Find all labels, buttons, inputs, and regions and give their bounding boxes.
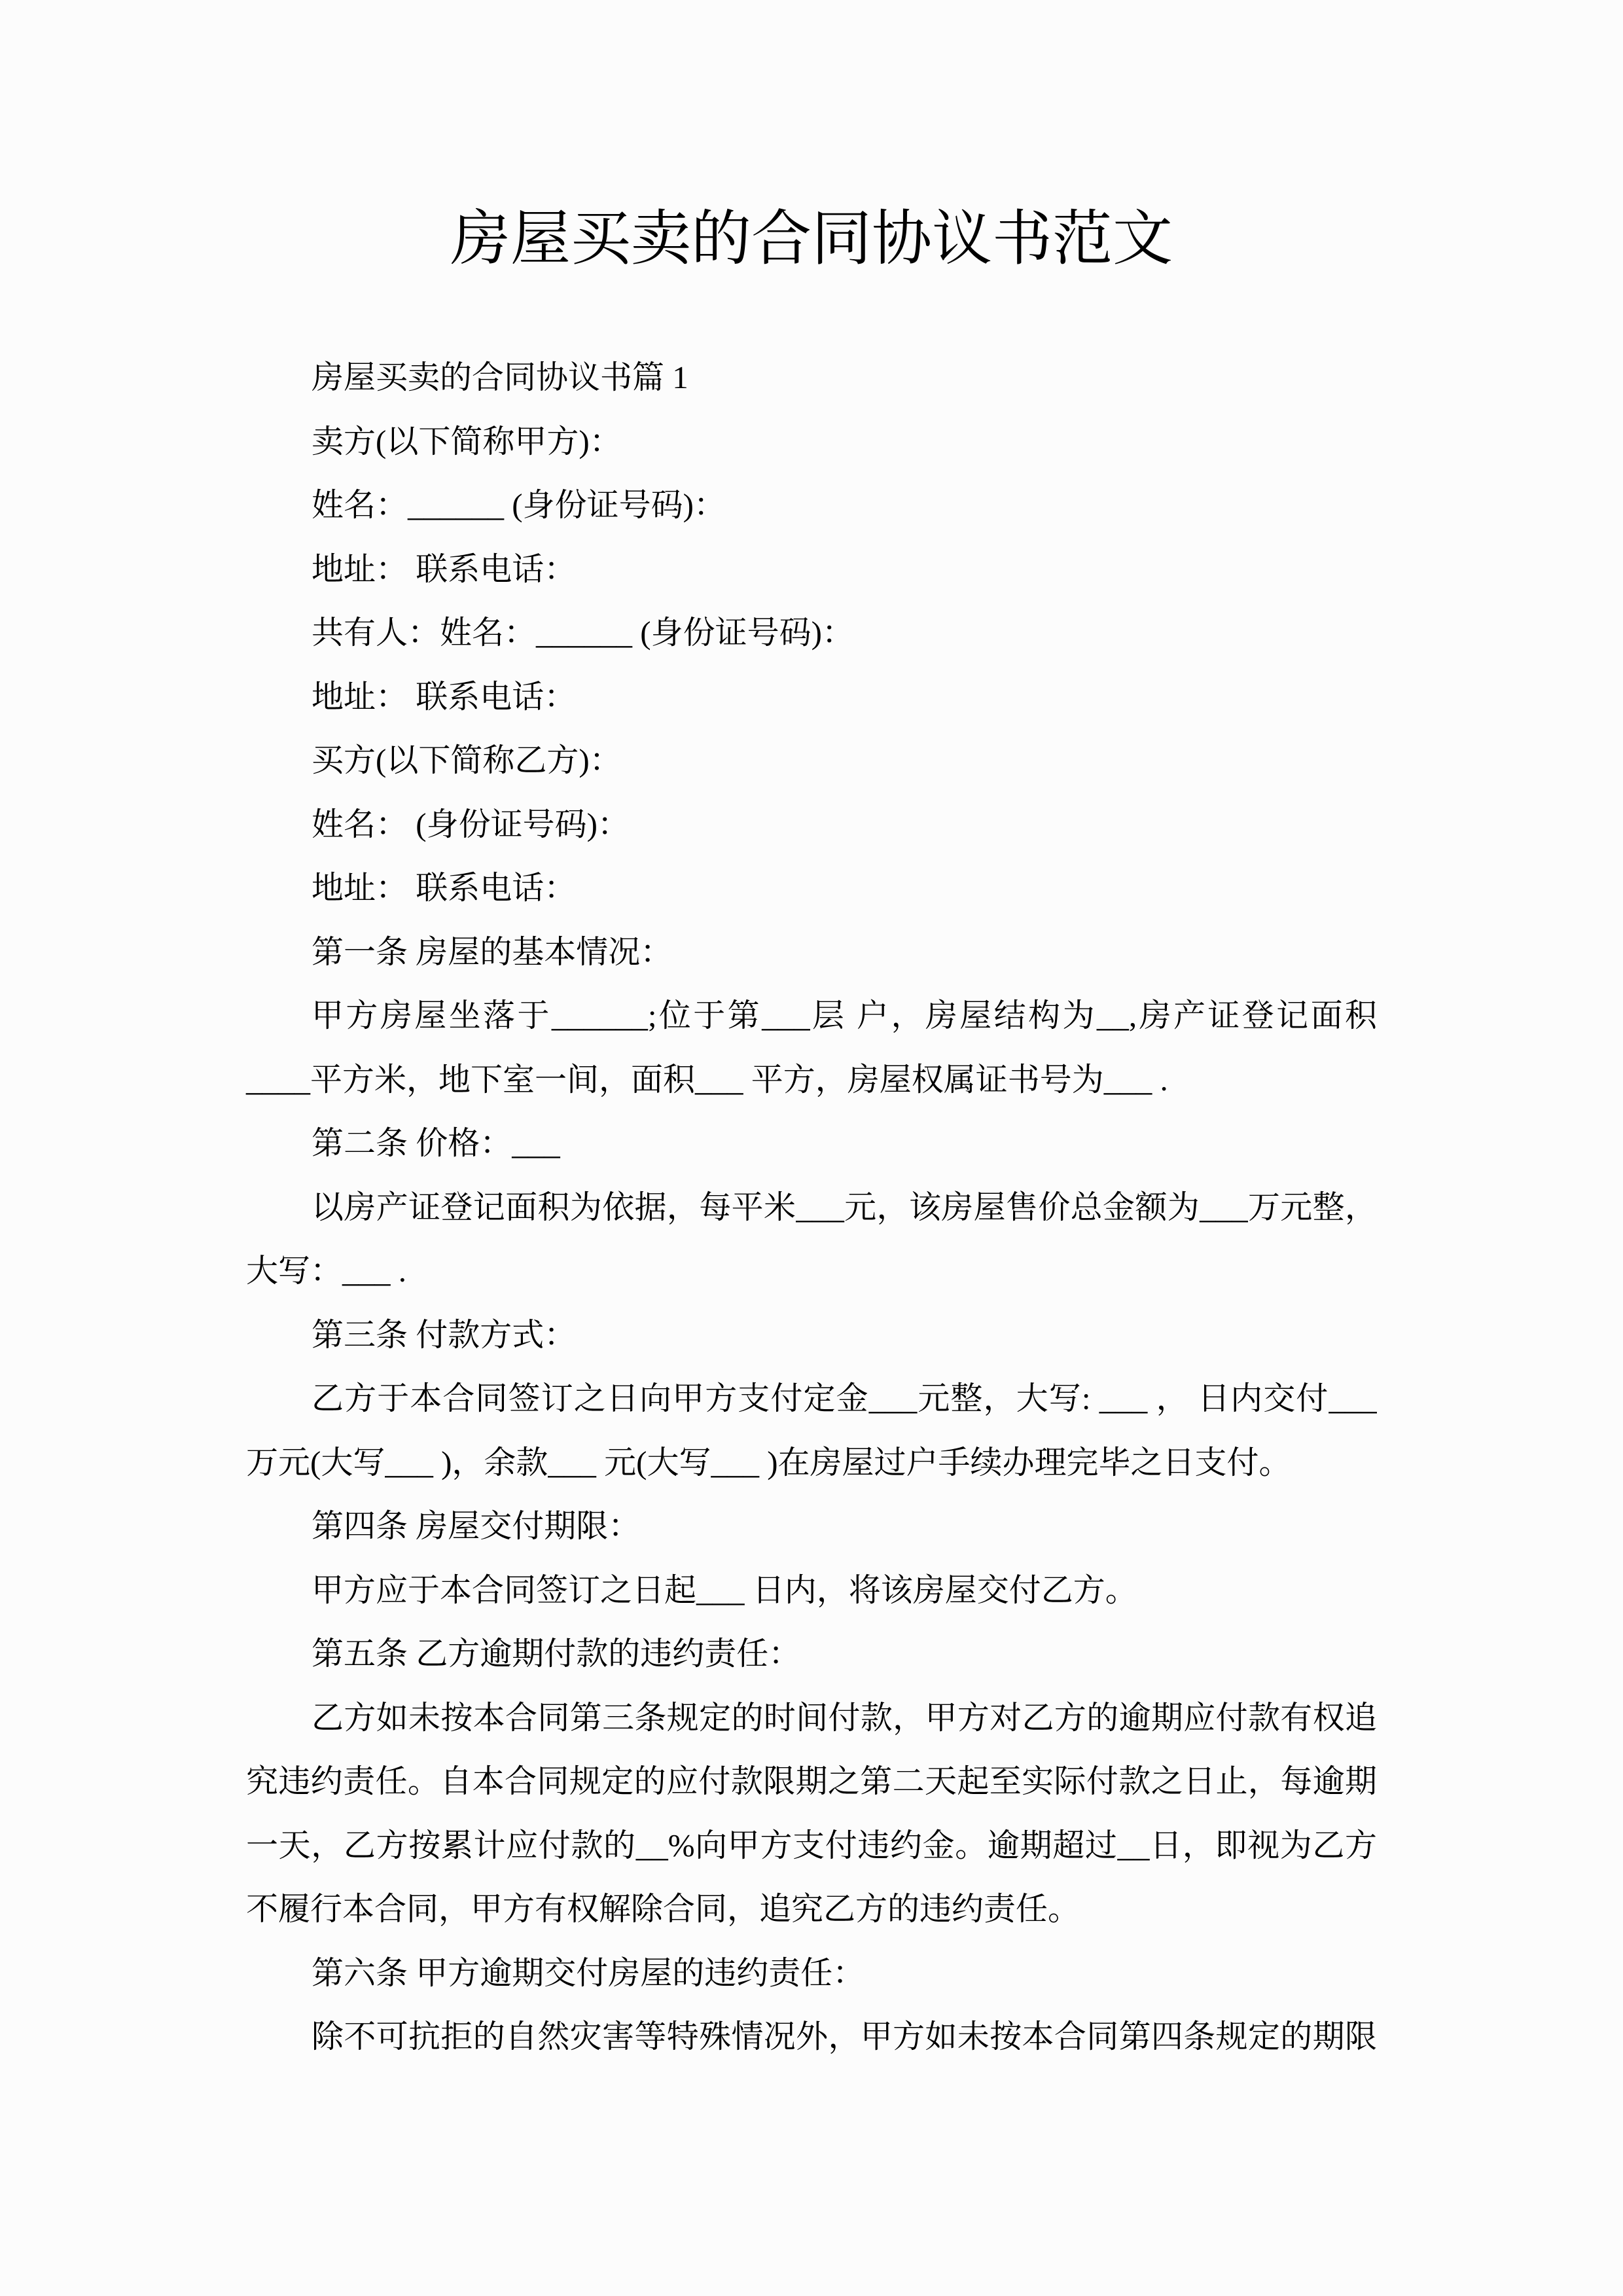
buyer-name-field <box>246 793 1377 857</box>
article-2-heading <box>246 1111 1377 1175</box>
text-line: 甲方房屋坐落于______;位于第___层 户，房屋结构为__,房产证登记面积 <box>312 997 1377 1033</box>
text-line: 究违约责任。自本合同规定的应付款限期之第二天起至实际付款之日止，每逾期 <box>246 1763 1377 1799</box>
article-1-heading <box>246 920 1377 984</box>
article-6-body <box>246 2005 1377 2069</box>
document-body <box>246 346 1377 2069</box>
document-title: 房屋买卖的合同协议书范文 <box>450 206 1173 272</box>
text-line: 姓名：______ (身份证号码)： <box>312 487 726 523</box>
buyer-heading <box>246 728 1377 793</box>
article-6-heading <box>246 1941 1377 2005</box>
co-owner-name-field <box>246 601 1377 665</box>
text-line: 地址： 联系电话： <box>312 550 577 587</box>
text-line: 除不可抗拒的自然灾害等特殊情况外，甲方如未按本合同第四条规定的期限 <box>312 2018 1377 2054</box>
text-line: 以房产证登记面积为依据，每平米___元，该房屋售价总金额为___万元整， <box>312 1189 1377 1225</box>
text-line: 第五条 乙方逾期付款的违约责任： <box>312 1636 801 1672</box>
text-line: 姓名： (身份证号码)： <box>312 806 630 842</box>
article-3-heading <box>246 1303 1377 1367</box>
text-line: 共有人：姓名：______ (身份证号码)： <box>312 615 854 651</box>
seller-heading <box>246 410 1377 474</box>
text-line: 第四条 房屋交付期限： <box>312 1508 641 1544</box>
text-line: 乙方于本合同签订之日向甲方支付定金___元整，大写: ___ ， 日内交付___ <box>312 1380 1377 1416</box>
text-line: 一天，乙方按累计应付款的__%向甲方支付违约金。逾期超过__日，即视为乙方 <box>246 1827 1377 1863</box>
seller-name-field <box>246 473 1377 537</box>
text-line: 甲方应于本合同签订之日起___ 日内，将该房屋交付乙方。 <box>312 1571 1137 1608</box>
buyer-address-field <box>246 856 1377 920</box>
text-line: 万元(大写___ )，余款___ 元(大写___ )在房屋过户手续办理完毕之日支付。 <box>246 1444 1291 1480</box>
seller-address-field <box>246 537 1377 601</box>
article-2-body <box>246 1175 1377 1303</box>
text-line: 第一条 房屋的基本情况： <box>312 933 673 970</box>
article-3-body <box>246 1367 1377 1494</box>
article-4-heading <box>246 1494 1377 1558</box>
text-line: 第六条 甲方逾期交付房屋的违约责任： <box>312 1954 865 1991</box>
text-line: 地址： 联系电话： <box>312 870 577 906</box>
text-line: 不履行本合同，甲方有权解除合同，追究乙方的违约责任。 <box>246 1891 1080 1927</box>
co-owner-address-field <box>246 665 1377 729</box>
article-4-body <box>246 1558 1377 1623</box>
article-5-heading <box>246 1622 1377 1686</box>
text-line: 第三条 付款方式： <box>312 1316 577 1353</box>
section-heading <box>246 346 1377 410</box>
text-line: 地址： 联系电话： <box>312 678 577 715</box>
text-line: ____平方米，地下室一间，面积___ 平方，房屋权属证书号为___ . <box>246 1061 1168 1098</box>
text-line: 大写：___ . <box>246 1253 407 1289</box>
text-line: 乙方如未按本合同第三条规定的时间付款，甲方对乙方的逾期应付款有权追 <box>312 1699 1377 1736</box>
text-line: 卖方(以下简称甲方)： <box>312 423 622 459</box>
text-line: 房屋买卖的合同协议书篇 1 <box>312 359 688 395</box>
text-line: 第二条 价格：___ <box>312 1125 560 1161</box>
text-line: 买方(以下简称乙方)： <box>312 742 622 778</box>
article-5-body <box>246 1686 1377 1941</box>
article-1-body <box>246 984 1377 1111</box>
